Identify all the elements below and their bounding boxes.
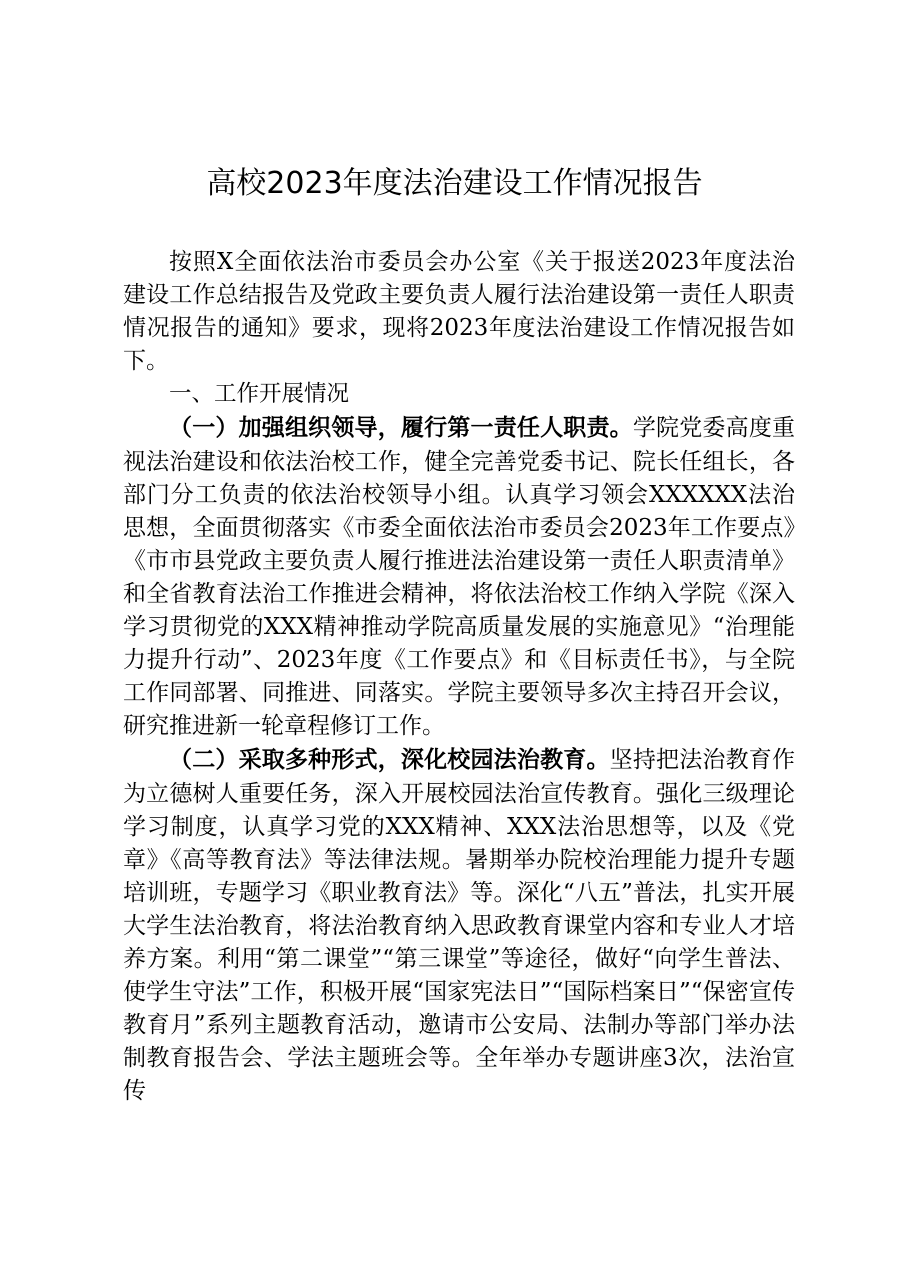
subsection-2-text: 坚持把法治教育作为立德树人重要任务，深入开展校园法治宣传教育。强化三级理论学习制度，认真学习党的XXX精神、XXX法治思想等，以及《党章》《高等教育法》等法律法规。暑期举办院校治理能力提升专题培训班，专题学习《职业教育法》等。深化“八五”普法，扎实开展大学生法治教育，将法治教育纳入思政教育课堂内容和专业人才培养方案。利用“第二课堂”“第三课堂”等途径，做好“向学生普法、使学生守法”工作，积极开展“国家宪法日”“国际档案日”“保密宣传教育月”系列主题教育活动，邀请市公安局、法制办等部门举办法制教育报告会、学法主题班会等。全年举办专题讲座3次，法治宣传	[123, 747, 796, 1105]
document-body	[123, 246, 795, 1108]
subsection-2-paragraph	[123, 743, 795, 1108]
section-heading: 一、工作开展情况	[169, 381, 350, 408]
document-title: 高校2023年度法治建设工作情况报告	[206, 166, 703, 201]
subsection-2-lead: （二）采取多种形式，深化校园法治教育。	[169, 746, 610, 774]
subsection-1-lead: （一）加强组织领导，履行第一责任人职责。	[169, 414, 633, 442]
intro-paragraph: 按照X全面依法治市委员会办公室《关于报送2023年度法治建设工作总结报告及党政主要负责人履行法治建设第一责任人职责情况报告的通知》要求，现将2023年度法治建设工作情况报告如下。	[123, 249, 795, 375]
subsection-1-text: 学院党委高度重视法治建设和依法治校工作，健全完善党委书记、院长任组长，各部门分工负责的依法治校领导小组。认真学习领会XXXXXX法治思想，全面贯彻落实《市委全面依法治市委员会2023年工作要点》《市市县党政主要负责人履行推进法治建设第一责任人职责清单》和全省教育法治工作推进会精神，将依法治校工作纳入学院《深入学习贯彻党的XXX精神推动学院高质量发展的实施意见》“治理能力提升行动”、2023年度《工作要点》和《目标责任书》，与全院工作同部署、同推进、同落实。学院主要领导多次主持召开会议，研究推进新一轮章程修订工作。	[123, 415, 796, 740]
subsection-1-paragraph	[123, 411, 795, 743]
